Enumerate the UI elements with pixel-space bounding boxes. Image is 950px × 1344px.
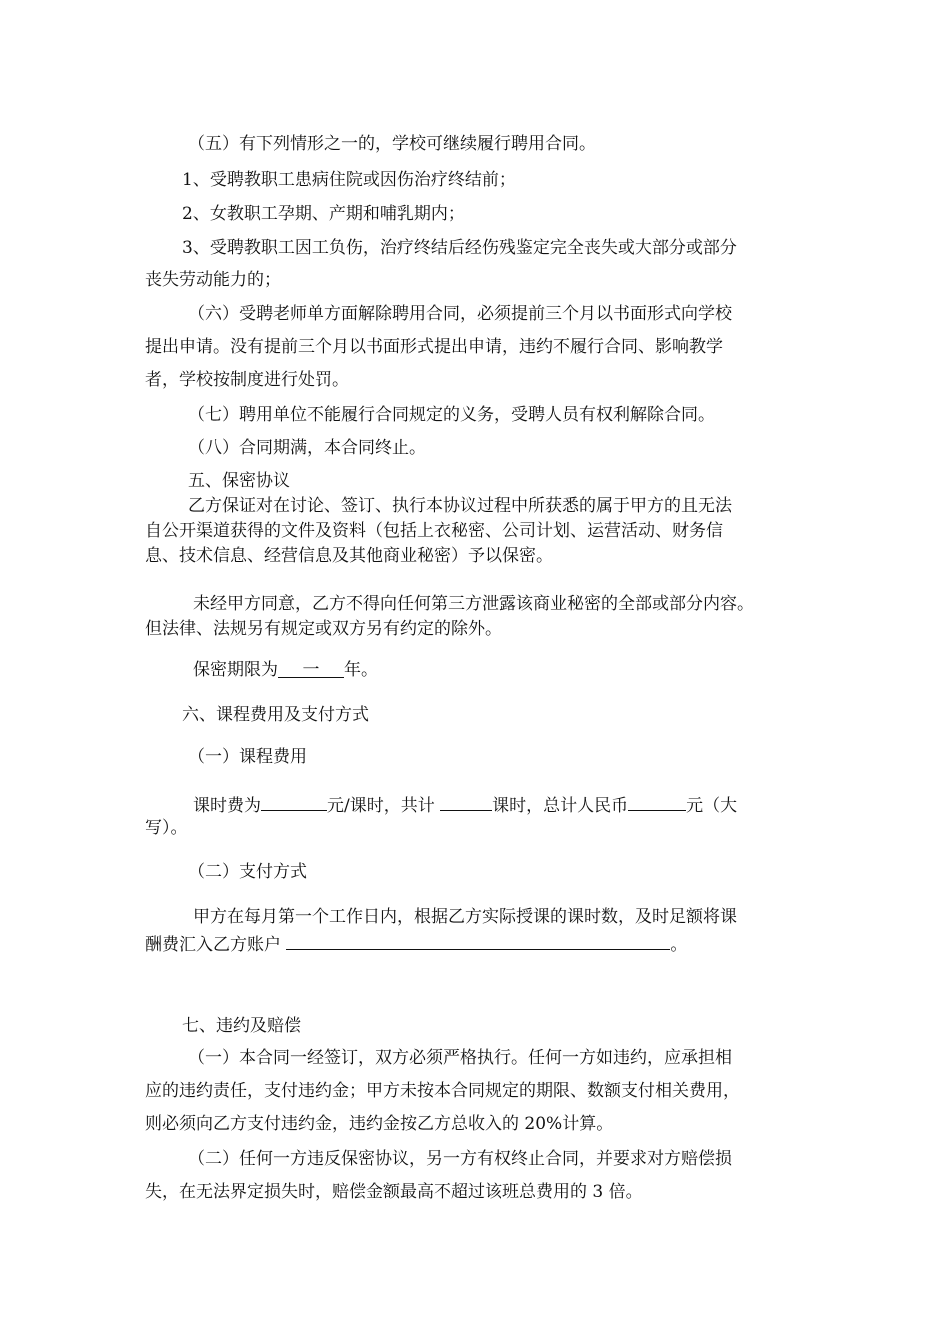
fee-label-total-hours: 元/课时，共计 <box>327 796 435 816</box>
term-prefix: 保密期限为 <box>193 660 278 680</box>
confidentiality-para-1-line-3: 息、技术信息、经营信息及其他商业秘密）予以保密。 <box>145 546 553 566</box>
section-5-title: 五、保密协议 <box>188 471 290 491</box>
breach-para-1-line-1: （一）本合同一经签订，双方必须严格执行。任何一方如违约，应承担相 <box>188 1048 732 1068</box>
clause-6-line-1: （六）受聘老师单方面解除聘用合同，必须提前三个月以书面形式向学校 <box>188 304 732 324</box>
clause-5-title: （五）有下列情形之一的，学校可继续履行聘用合同。 <box>188 134 596 154</box>
hourly-fee-blank <box>261 792 327 811</box>
clause-6-line-2: 提出申请。没有提前三个月以书面形式提出申请，违约不履行合同、影响教学 <box>145 337 723 357</box>
fee-label-in-words: 元（大 <box>686 796 738 816</box>
payment-subtitle: （二）支付方式 <box>188 862 307 882</box>
clause-5-item-3-line-2: 丧失劳动能力的； <box>145 270 281 290</box>
total-hours-blank <box>440 792 492 811</box>
clause-6-line-3: 者，学校按制度进行处罚。 <box>145 370 349 390</box>
breach-para-2-line-1: （二）任何一方违反保密协议，另一方有权终止合同，并要求对方赔偿损 <box>188 1149 732 1169</box>
term-value-blank: 一 <box>278 659 344 678</box>
term-suffix: 年。 <box>344 660 378 680</box>
confidentiality-para-2-line-2: 但法律、法规另有规定或双方另有约定的除外。 <box>145 619 502 639</box>
fee-label-total-amount: 课时，总计人民币 <box>492 796 629 816</box>
payment-line-2 <box>145 931 687 956</box>
course-fee-line-1 <box>193 792 737 817</box>
payment-period: 。 <box>670 935 688 955</box>
clause-7: （七）聘用单位不能履行合同规定的义务，受聘人员有权利解除合同。 <box>188 405 715 425</box>
breach-para-1-line-2: 应的违约责任，支付违约金；甲方未按本合同规定的期限、数额支付相关费用， <box>145 1081 740 1101</box>
clause-8: （八）合同期满，本合同终止。 <box>188 438 426 458</box>
section-7-title: 七、违约及赔偿 <box>182 1016 301 1036</box>
section-6-title: 六、课程费用及支付方式 <box>182 705 369 725</box>
payment-line-1: 甲方在每月第一个工作日内，根据乙方实际授课的课时数，及时足额将课 <box>193 907 737 927</box>
breach-para-2-line-2: 失，在无法界定损失时，赔偿金额最高不超过该班总费用的 3 倍。 <box>145 1182 643 1202</box>
confidentiality-para-1-line-2: 自公开渠道获得的文件及资料（包括上衣秘密、公司计划、运营活动、财务信 <box>145 521 723 541</box>
confidentiality-para-1-line-1: 乙方保证对在讨论、签订、执行本协议过程中所获悉的属于甲方的且无法 <box>188 496 732 516</box>
confidentiality-para-2-line-1: 未经甲方同意，乙方不得向任何第三方泄露该商业秘密的全部或部分内容。 <box>193 594 754 614</box>
clause-5-item-1: 1、受聘教职工患病住院或因伤治疗终结前； <box>182 170 516 190</box>
payment-account-blank <box>286 931 670 950</box>
clause-5-item-3-line-1: 3、受聘教职工因工负伤，治疗终结后经伤残鉴定完全丧失或大部分或部分 <box>182 238 737 258</box>
breach-para-1-line-3: 则必须向乙方支付违约金，违约金按乙方总收入的 20%计算。 <box>145 1114 614 1134</box>
clause-5-item-2: 2、女教职工孕期、产期和哺乳期内； <box>182 204 465 224</box>
course-fee-subtitle: （一）课程费用 <box>188 747 307 767</box>
payment-account-label: 酬费汇入乙方账户 <box>145 935 281 955</box>
total-amount-blank <box>628 792 686 811</box>
fee-label-hourly: 课时费为 <box>193 796 261 816</box>
confidentiality-term <box>193 659 378 681</box>
course-fee-line-2: 写）。 <box>145 818 188 838</box>
